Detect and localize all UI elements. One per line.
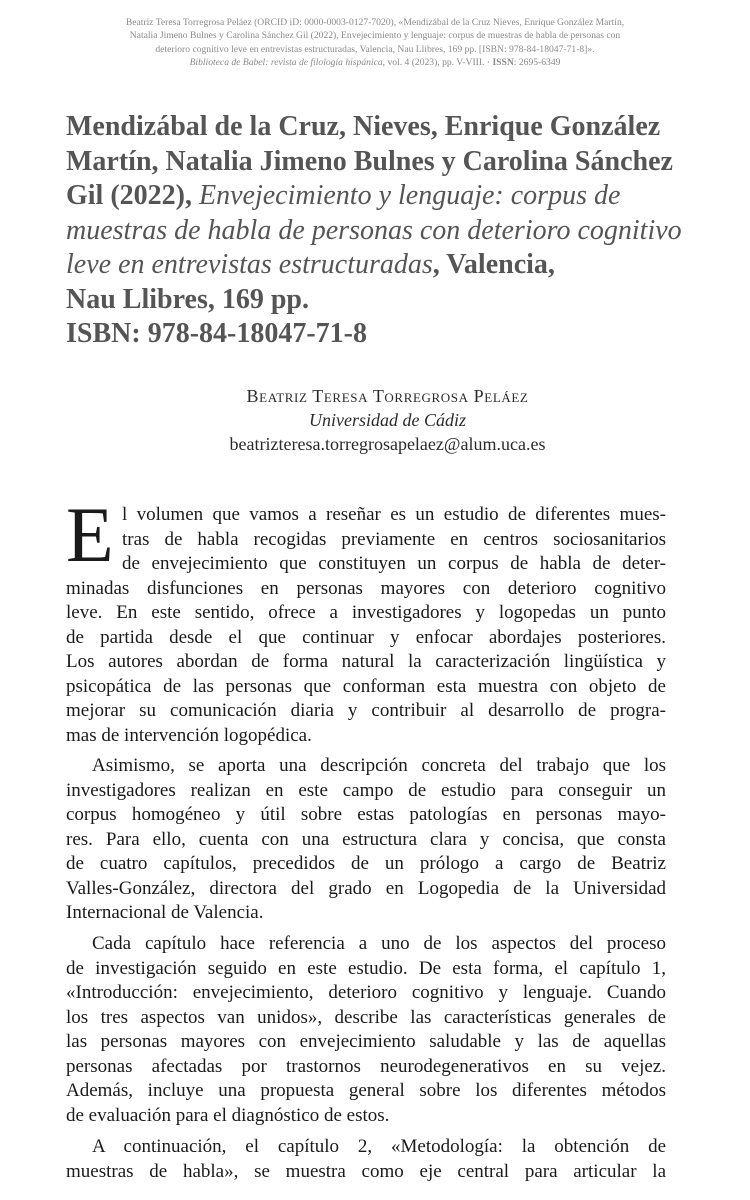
- text-line: las personas mayores con envejecimiento saludable y las de aquellas: [66, 1031, 666, 1052]
- text-line: de envejecimiento que constituyen un corpus de habla de deter-: [122, 553, 666, 574]
- text-line: de investigación seguido en este estudio. De esta forma, el capítulo 1,: [66, 957, 666, 979]
- title-line: [66, 214, 706, 249]
- text-line: minadas disfunciones en personas mayores con deterioro cognitivo: [66, 577, 666, 599]
- issn-value: : 2695-6349: [513, 57, 561, 69]
- text-line: de partida desde el que continuar y enfocar abordajes posteriores.: [66, 626, 666, 648]
- text-line: corpus homogéneo y útil sobre estas patologías en personas mayo-: [66, 804, 666, 825]
- paragraph-3: [66, 932, 666, 1128]
- author-block: [150, 384, 625, 456]
- drop-cap: E: [66, 491, 114, 578]
- book-title: muestras de habla de personas con deterioro cognitivo: [66, 214, 682, 246]
- text-line: de cuatro capítulos, precedidos de un prólogo a cargo de Beatriz: [66, 853, 666, 874]
- text-line: tras de habla recogidas previamente en centros sociosanitarios: [122, 528, 666, 550]
- text-line: mejorar su comunicación diaria y contribuir al desarrollo de progra-: [66, 700, 666, 721]
- text-line: Asimismo, se aporta una descripción concreta del trabajo que los: [92, 755, 666, 776]
- text-line: Además, incluye una propuesta general sobre los diferentes métodos: [66, 1080, 666, 1101]
- text-line: «Introducción: envejecimiento, deterioro cognitivo y lenguaje. Cuando: [66, 982, 666, 1003]
- text-line: A continuación, el capítulo 2, «Metodología: la obtención de: [92, 1136, 666, 1157]
- book-title: Envejecimiento y lenguaje: corpus de: [199, 180, 621, 211]
- title-line: [66, 248, 706, 283]
- text-line: muestras de habla», se muestra como eje central para articular la: [66, 1160, 666, 1182]
- issn-label: ISSN: [492, 57, 514, 69]
- text-line: Cada capítulo hace referencia a uno de los aspectos del proceso: [92, 933, 666, 954]
- journal-volume: , vol. 4 (2023), pp. V-VIII. ·: [382, 57, 493, 69]
- text-line: investigadores realizan en este campo de estudio para conseguir un: [66, 779, 666, 801]
- text-line: Valles-González, directora del grado en Logopedia de la Universidad: [66, 877, 666, 899]
- running-header-line: Beatriz Teresa Torregrosa Peláez (ORCID iD: 0000-0003-0127-7020), «Mendizábal de la Cruz Nieves, Enrique González Martín,: [125, 17, 625, 28]
- title-text: Gil (2022),: [66, 180, 199, 211]
- text-line: l volumen que vamos a reseñar es un estudio de diferentes mues-: [122, 504, 666, 525]
- title-line: Martín, Natalia Jimeno Bulnes y Carolina Sánchez: [66, 145, 673, 177]
- isbn: ISBN: 978-84-18047-71-8: [66, 318, 367, 349]
- paragraph-2: [66, 754, 666, 926]
- journal-name: Biblioteca de Babel: revista de filología hispánica: [189, 57, 383, 69]
- author-name: Beatriz Teresa Torregrosa Peláez: [246, 386, 529, 406]
- text-line: Los autores abordan de forma natural la caracterización lingüística y: [66, 651, 666, 672]
- running-header-line: Natalia Jimeno Bulnes y Carolina Sánchez Gil (2022), Envejecimiento y lenguaje: corpus de muestras de habla de personas con: [129, 30, 621, 42]
- author-email: beatrizteresa.torregrosapelaez@alum.uca.es: [229, 434, 546, 454]
- text-line: psicopática de las personas que conforman esta muestra con objeto de: [66, 675, 666, 697]
- title-line: Mendizábal de la Cruz, Nieves, Enrique González: [66, 111, 661, 142]
- text-line: Internacional de Valencia.: [66, 902, 264, 923]
- text-line: mas de intervención logopédica.: [66, 724, 312, 746]
- running-header-citation: [60, 56, 690, 69]
- author-affiliation: Universidad de Cádiz: [309, 410, 466, 430]
- paragraph-1: [66, 503, 666, 748]
- text-line: leve. En este sentido, ofrece a investigadores y logopedas un punto: [66, 602, 666, 623]
- paragraph-4: [66, 1135, 666, 1184]
- title-line: Nau Llibres, 169 pp.: [66, 283, 309, 315]
- text-line: los tres aspectos van unidos», describe las características generales de: [66, 1006, 666, 1028]
- running-header: [60, 16, 690, 70]
- title-text: , Valencia,: [432, 249, 555, 280]
- running-header-line: deterioro cognitivo leve en entrevistas estructuradas, Valencia, Nau Llibres, 169 pp. [ISBN: 978-84-18047-71-8]».: [155, 43, 595, 55]
- review-title: [66, 110, 706, 352]
- text-line: res. Para ello, cuenta con una estructura clara y concisa, que consta: [66, 828, 666, 850]
- text-line: personas afectadas por trastornos neurodegenerativos en su vejez.: [66, 1055, 666, 1077]
- book-title: leve en entrevistas estructuradas: [66, 249, 433, 280]
- title-line: [66, 179, 706, 214]
- text-line: de evaluación para el diagnóstico de estos.: [66, 1104, 390, 1126]
